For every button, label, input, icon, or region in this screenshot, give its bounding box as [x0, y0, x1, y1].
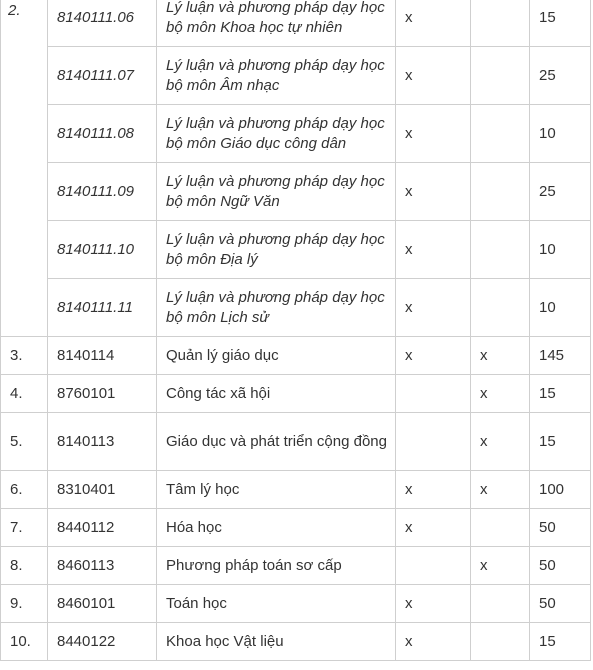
row-number-cell: 2. [1, 0, 48, 337]
quota-count-cell: 15 [530, 375, 591, 413]
quota-count-cell: 15 [530, 413, 591, 471]
quota-count-cell: 15 [530, 0, 591, 47]
mark-col-b-cell [471, 0, 530, 47]
mark-col-b-cell [471, 585, 530, 623]
table-row [1, 221, 591, 279]
quota-count-cell: 10 [530, 105, 591, 163]
mark-col-b-cell [471, 221, 530, 279]
mark-col-b-cell [471, 47, 530, 105]
program-name-cell: Công tác xã hội [157, 375, 396, 413]
quota-count-cell: 25 [530, 47, 591, 105]
program-code-cell: 8140111.08 [48, 105, 157, 163]
programs-table-body [1, 0, 591, 661]
mark-col-b-cell: x [471, 413, 530, 471]
mark-col-b-cell: x [471, 375, 530, 413]
mark-col-b-cell [471, 105, 530, 163]
row-number-cell: 8. [1, 547, 48, 585]
program-name-cell: Hóa học [157, 509, 396, 547]
program-name-cell: Phương pháp toán sơ cấp [157, 547, 396, 585]
program-code-cell: 8140114 [48, 337, 157, 375]
row-number-cell: 10. [1, 623, 48, 661]
table-row [1, 509, 591, 547]
mark-col-a-cell [396, 547, 471, 585]
mark-col-b-cell: x [471, 547, 530, 585]
quota-count-cell: 10 [530, 279, 591, 337]
mark-col-b-cell: x [471, 337, 530, 375]
table-row [1, 0, 591, 47]
table-row [1, 547, 591, 585]
program-name-cell: Giáo dục và phát triển cộng đồng [157, 413, 396, 471]
mark-col-a-cell: x [396, 337, 471, 375]
program-code-cell: 8460113 [48, 547, 157, 585]
program-code-cell: 8140111.11 [48, 279, 157, 337]
table-row [1, 105, 591, 163]
mark-col-a-cell: x [396, 47, 471, 105]
mark-col-b-cell [471, 509, 530, 547]
program-name-cell: Lý luận và phương pháp dạy học bộ môn Địa lý [157, 221, 396, 279]
program-code-cell: 8760101 [48, 375, 157, 413]
mark-col-a-cell: x [396, 585, 471, 623]
table-row [1, 47, 591, 105]
program-code-cell: 8140113 [48, 413, 157, 471]
row-number-cell: 3. [1, 337, 48, 375]
table-row [1, 337, 591, 375]
quota-count-cell: 50 [530, 509, 591, 547]
mark-col-b-cell: x [471, 471, 530, 509]
mark-col-a-cell: x [396, 105, 471, 163]
program-name-cell: Lý luận và phương pháp dạy học bộ môn Khoa học tự nhiên [157, 0, 396, 47]
table-row [1, 375, 591, 413]
mark-col-a-cell: x [396, 0, 471, 47]
quota-count-cell: 100 [530, 471, 591, 509]
program-code-cell: 8140111.07 [48, 47, 157, 105]
program-name-cell: Tâm lý học [157, 471, 396, 509]
row-number-cell: 9. [1, 585, 48, 623]
program-name-cell: Toán học [157, 585, 396, 623]
program-code-cell: 8310401 [48, 471, 157, 509]
program-code-cell: 8460101 [48, 585, 157, 623]
mark-col-a-cell: x [396, 221, 471, 279]
program-code-cell: 8440122 [48, 623, 157, 661]
mark-col-b-cell [471, 163, 530, 221]
table-row [1, 163, 591, 221]
program-name-cell: Quản lý giáo dục [157, 337, 396, 375]
mark-col-a-cell: x [396, 623, 471, 661]
table-row [1, 413, 591, 471]
mark-col-a-cell [396, 375, 471, 413]
table-row [1, 585, 591, 623]
row-number-cell: 5. [1, 413, 48, 471]
row-number-cell: 7. [1, 509, 48, 547]
program-code-cell: 8140111.09 [48, 163, 157, 221]
program-name-cell: Lý luận và phương pháp dạy học bộ môn Âm nhạc [157, 47, 396, 105]
mark-col-b-cell [471, 623, 530, 661]
mark-col-a-cell: x [396, 471, 471, 509]
program-name-cell: Lý luận và phương pháp dạy học bộ môn Ngữ Văn [157, 163, 396, 221]
row-number-cell: 4. [1, 375, 48, 413]
table-row [1, 471, 591, 509]
program-code-cell: 8140111.10 [48, 221, 157, 279]
quota-count-cell: 145 [530, 337, 591, 375]
program-name-cell: Lý luận và phương pháp dạy học bộ môn Giáo dục công dân [157, 105, 396, 163]
mark-col-a-cell: x [396, 509, 471, 547]
quota-count-cell: 25 [530, 163, 591, 221]
program-name-cell: Khoa học Vật liệu [157, 623, 396, 661]
mark-col-a-cell [396, 413, 471, 471]
quota-count-cell: 10 [530, 221, 591, 279]
mark-col-a-cell: x [396, 279, 471, 337]
quota-count-cell: 50 [530, 547, 591, 585]
program-code-cell: 8440112 [48, 509, 157, 547]
program-name-cell: Lý luận và phương pháp dạy học bộ môn Lịch sử [157, 279, 396, 337]
quota-count-cell: 50 [530, 585, 591, 623]
row-number-cell: 6. [1, 471, 48, 509]
quota-count-cell: 15 [530, 623, 591, 661]
table-row [1, 623, 591, 661]
mark-col-a-cell: x [396, 163, 471, 221]
table-row [1, 279, 591, 337]
mark-col-b-cell [471, 279, 530, 337]
program-code-cell: 8140111.06 [48, 0, 157, 47]
